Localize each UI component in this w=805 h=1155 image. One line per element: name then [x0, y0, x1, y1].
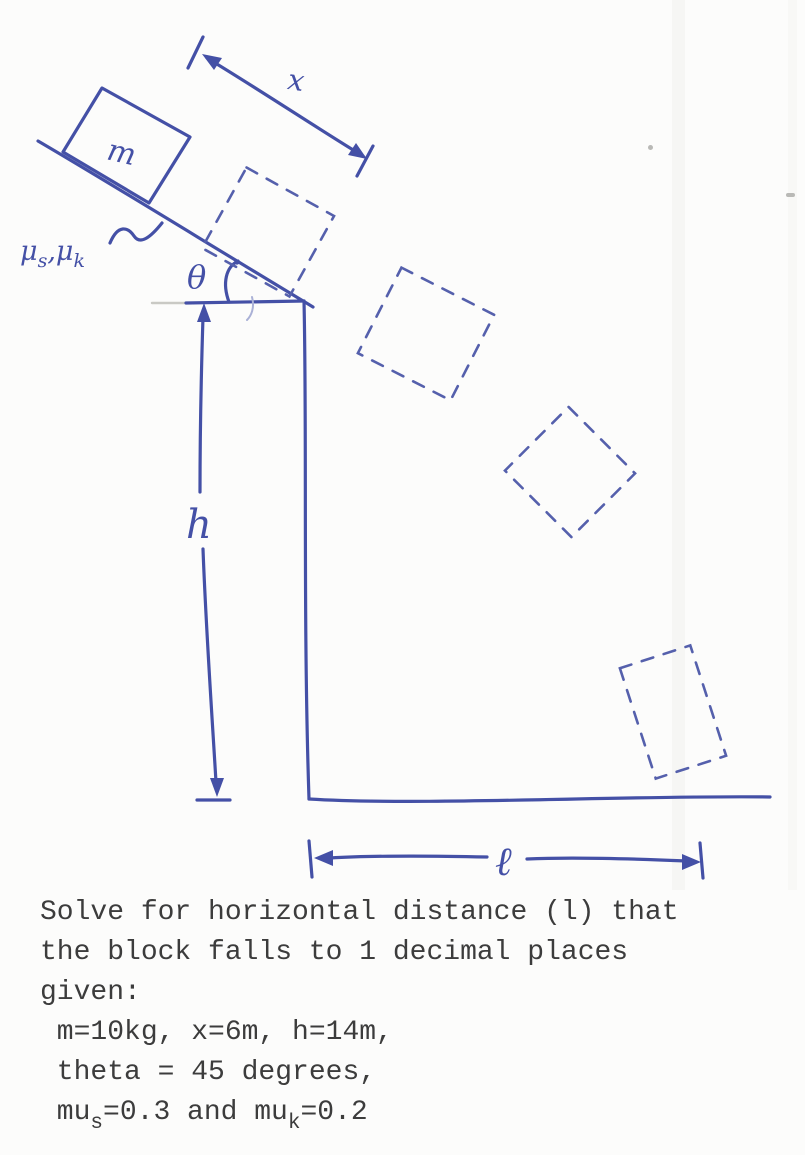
ghost-block-3: [505, 407, 635, 537]
theta-label: θ: [187, 258, 207, 296]
h-dim-line-lower: [203, 549, 216, 782]
ghost-block-1: [202, 168, 334, 297]
problem-statement: [40, 893, 679, 1144]
incline-line: [38, 141, 313, 307]
x-label: x: [285, 62, 307, 99]
cliff-edge-line: [304, 301, 309, 799]
l-dimension-arrow: [309, 839, 703, 885]
ground-line: [309, 797, 770, 802]
x-tick-left: [188, 37, 203, 68]
mu-k-subscript: k: [287, 1112, 301, 1135]
h-dimension-arrow: [186, 303, 230, 800]
l-arrowhead-right: [682, 854, 701, 870]
h-arrowhead-bottom: [210, 778, 224, 797]
l-label: ℓ: [495, 839, 512, 885]
h-dim-line-upper: [200, 317, 203, 492]
friction-squiggle: [110, 223, 162, 243]
h-label: h: [186, 502, 212, 548]
ghost-block-2: [358, 268, 494, 401]
l-dim-line-right: [527, 858, 687, 861]
angle-arc-end-dot: [234, 259, 239, 264]
x-arrowhead-right: [348, 143, 367, 159]
l-dim-line-left: [330, 856, 487, 858]
mass-label: m: [103, 132, 140, 174]
cliff-top-ledge: [186, 301, 304, 303]
x-dimension-arrow: [188, 37, 373, 176]
mu-s-subscript: s: [90, 1112, 104, 1135]
ghost-block-4: [620, 645, 726, 778]
friction-label: $\mu_s,\mu_k$: [20, 236, 85, 272]
friction-label-group: [20, 223, 162, 272]
x-dim-line: [207, 58, 363, 156]
problem-line-2: the block falls to 1 decimal places: [40, 937, 629, 968]
l-tick-right: [700, 843, 703, 878]
problem-line-given-values: m=10kg, x=6m, h=14m,: [40, 1017, 393, 1048]
l-tick-left: [309, 841, 312, 877]
problem-line-3: given:: [40, 977, 141, 1008]
problem-line-1: Solve for horizontal distance (l) that: [40, 897, 679, 928]
problem-line-theta: theta = 45 degrees,: [40, 1057, 377, 1088]
problem-line-friction: $mu_s=0.3$ and $mu_k=0.2$: [40, 1097, 368, 1135]
